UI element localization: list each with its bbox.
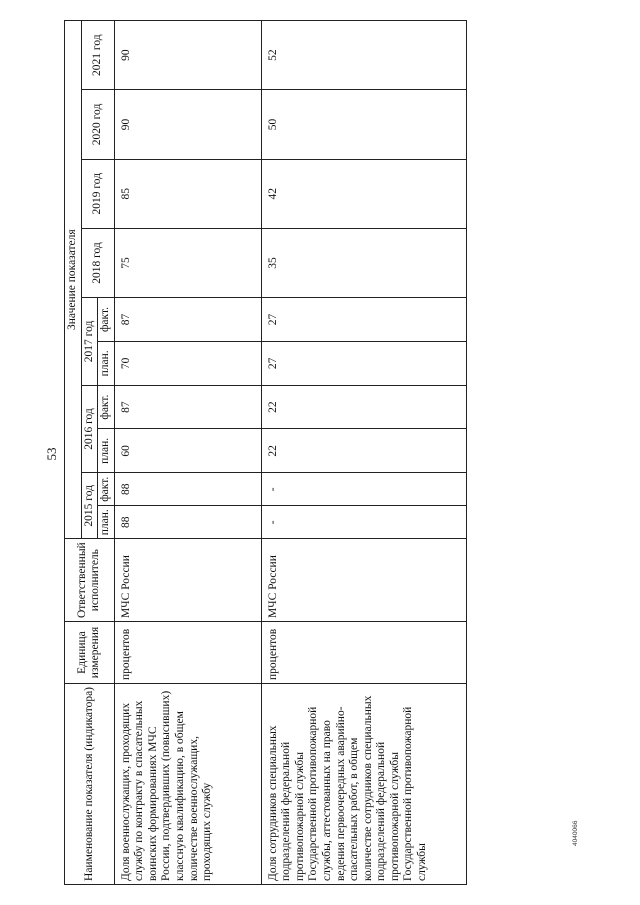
header-2016-plan: план. — [98, 429, 115, 473]
value-2015-fact: - — [261, 473, 466, 506]
header-executor: Ответственный исполнитель — [65, 539, 115, 622]
value-2017-fact: 87 — [114, 298, 261, 342]
header-year-2016: 2016 год — [81, 385, 98, 473]
header-value: Значение показателя — [65, 21, 82, 539]
indicator-executor: МЧС России — [261, 539, 466, 622]
document-code: 4040066 — [572, 820, 579, 846]
page-number: 53 — [44, 447, 59, 461]
header-2017-fact: факт. — [98, 298, 115, 342]
header-year-2020: 2020 год — [81, 90, 114, 159]
value-2021: 90 — [114, 21, 261, 90]
indicator-unit: процентов — [114, 622, 261, 684]
value-2015-plan: - — [261, 506, 466, 539]
indicator-name: Доля сотрудников специальных подразделений федеральной противопожарной службы Государственной противопожарной службы, аттестованных на право ведения первоочередных аварийно-спасательных работ, в общем количестве сотрудников специальных подразделений федеральной противопожарной службы Государственной противопожарной службы — [261, 683, 466, 884]
header-unit: Единица измерения — [65, 622, 115, 684]
value-2017-fact: 27 — [261, 298, 466, 342]
value-2021: 52 — [261, 21, 466, 90]
value-2017-plan: 70 — [114, 341, 261, 385]
header-year-2021: 2021 год — [81, 21, 114, 90]
header-2016-fact: факт. — [98, 385, 115, 429]
value-2016-plan: 22 — [261, 429, 466, 473]
header-year-2018: 2018 год — [81, 228, 114, 297]
value-2016-fact: 22 — [261, 385, 466, 429]
header-year-2017: 2017 год — [81, 298, 98, 386]
value-2018: 35 — [261, 228, 466, 297]
indicator-executor: МЧС России — [114, 539, 261, 622]
value-2019: 85 — [114, 159, 261, 228]
value-2020: 90 — [114, 90, 261, 159]
header-name: Наименование показателя (индикатора) — [65, 683, 115, 884]
value-2016-plan: 60 — [114, 429, 261, 473]
table-row — [261, 21, 466, 885]
table-row — [114, 21, 261, 885]
value-2019: 42 — [261, 159, 466, 228]
indicator-table-rotated — [64, 20, 474, 885]
value-2016-fact: 87 — [114, 385, 261, 429]
indicator-unit: процентов — [261, 622, 466, 684]
value-2015-plan: 88 — [114, 506, 261, 539]
header-year-2015: 2015 год — [81, 473, 98, 539]
value-2018: 75 — [114, 228, 261, 297]
header-2015-fact: факт. — [98, 473, 115, 506]
header-year-2019: 2019 год — [81, 159, 114, 228]
value-2017-plan: 27 — [261, 341, 466, 385]
header-2015-plan: план. — [98, 506, 115, 539]
indicator-table — [64, 20, 467, 885]
value-2020: 50 — [261, 90, 466, 159]
header-2017-plan: план. — [98, 341, 115, 385]
value-2015-fact: 88 — [114, 473, 261, 506]
indicator-name: Доля военнослужащих, проходящих службу по контракту в спасательных воинских формированиях МЧС России, подтвердивших (повысивших) классную квалификацию, в общем количестве военнослужащих, проходящих службу — [114, 683, 261, 884]
